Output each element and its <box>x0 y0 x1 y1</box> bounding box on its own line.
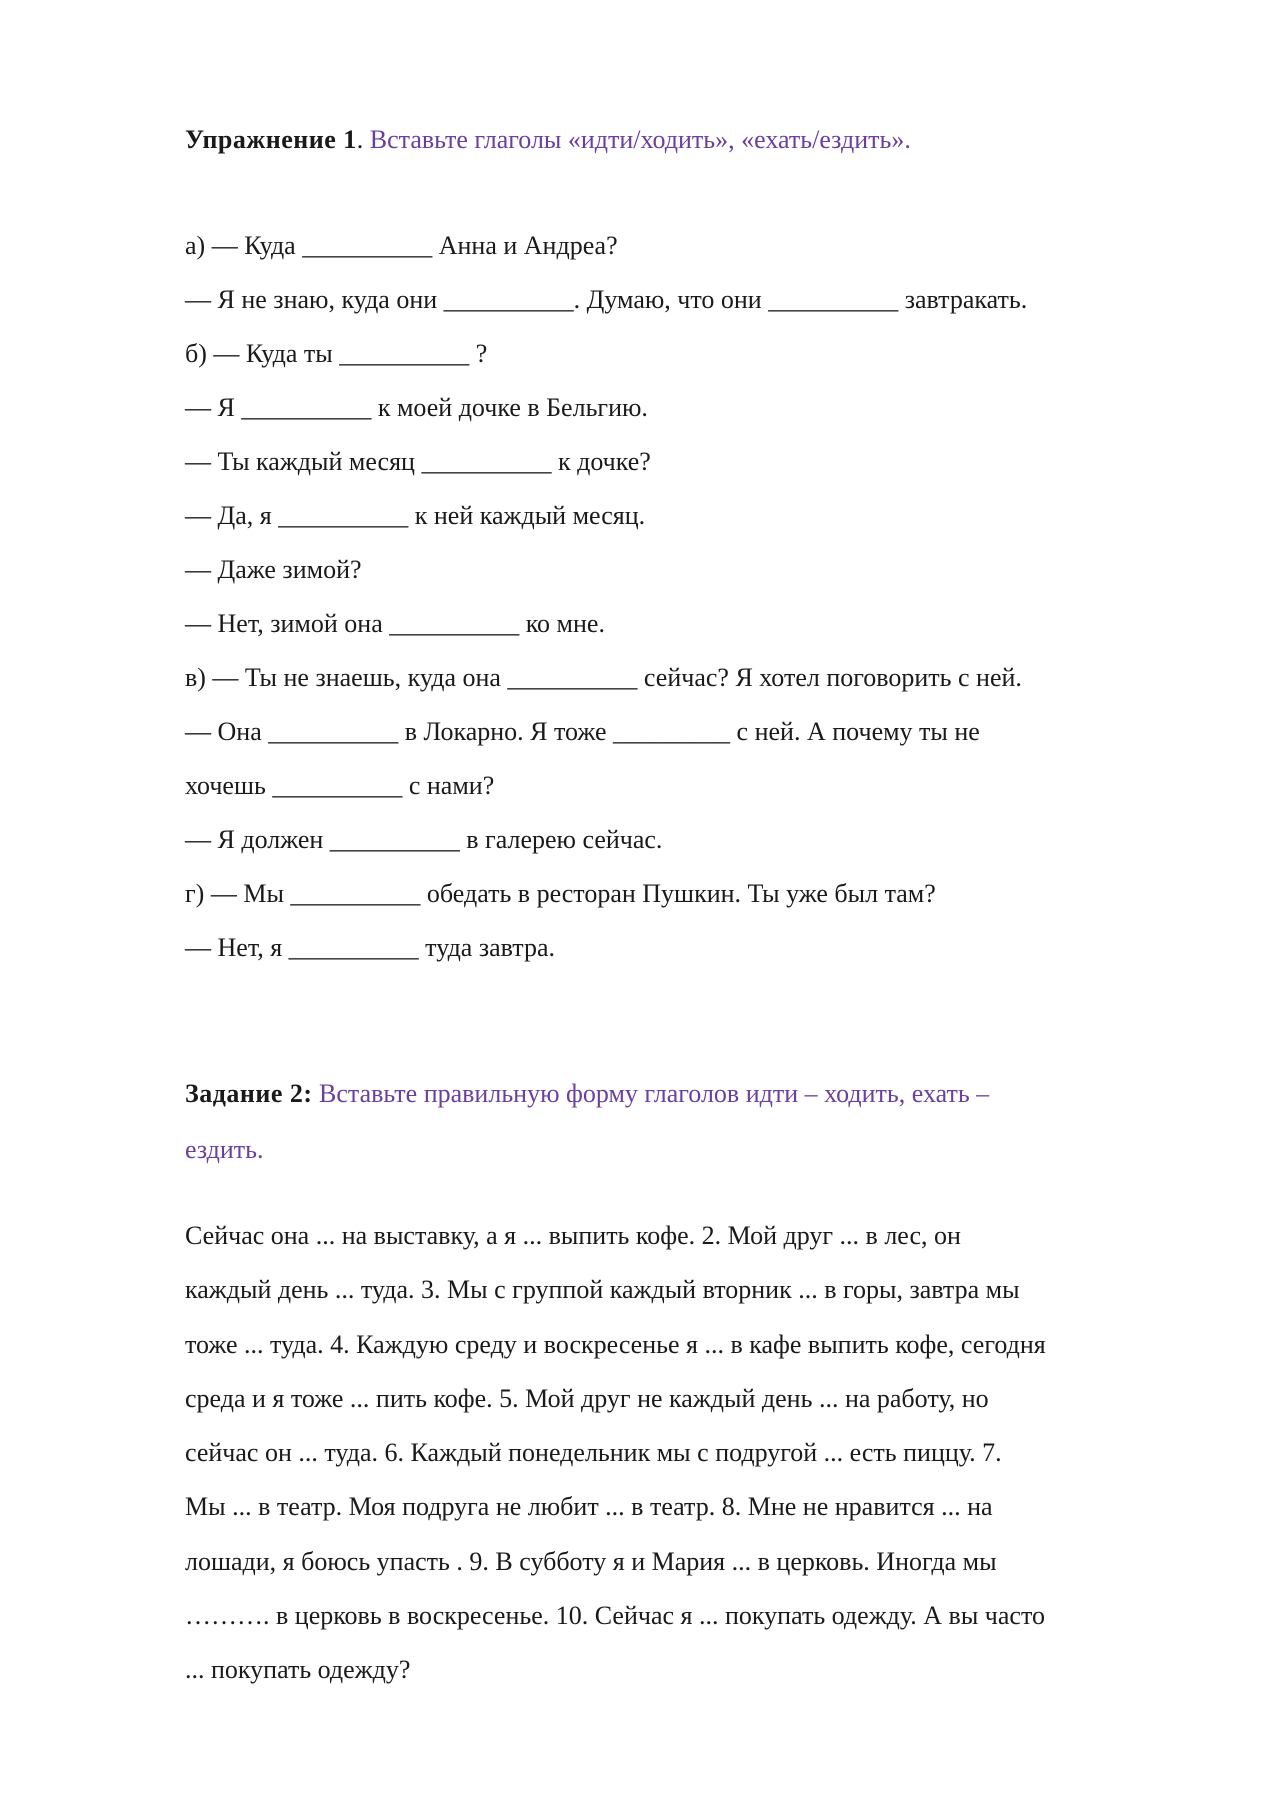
exercise1-line: — Да, я __________ к ней каждый месяц. <box>185 501 646 530</box>
exercise2-paragraph <box>185 1209 1195 1698</box>
exercise1-label-suffix: . <box>356 125 364 154</box>
exercise2-line: ………. в церковь в воскресенье. 10. Сейчас я ... покупать одежду. А вы часто <box>185 1601 1045 1631</box>
exercise2-line: лошади, я боюсь упасть . 9. В субботу я и Мария ... в церковь. Иногда мы <box>185 1546 997 1576</box>
exercise2-instruction-line1: Вставьте правильную форму глаголов идти – ходить, ехать – <box>312 1079 990 1108</box>
exercise1-line: — Ты каждый месяц __________ к дочке? <box>185 447 651 476</box>
exercise1-line: в) — Ты не знаешь, куда она __________ сейчас? Я хотел поговорить с ней. <box>185 663 1022 692</box>
exercise1-line: — Я __________ к моей дочке в Бельгию. <box>185 393 648 422</box>
exercise2-line: каждый день ... туда. 3. Мы с группой каждый вторник ... в горы, завтра мы <box>185 1275 1020 1305</box>
exercise2-heading <box>185 1067 989 1121</box>
exercise1-line: — Она __________ в Локарно. Я тоже _________ с ней. А почему ты не <box>185 717 980 746</box>
exercise2-instruction-line2: ездить. <box>185 1135 264 1164</box>
exercise1-line: — Даже зимой? <box>185 555 362 584</box>
exercise2-line: тоже ... туда. 4. Каждую среду и воскресенье я ... в кафе выпить кофе, сегодня <box>185 1329 1046 1359</box>
exercise2-line: Сейчас она ... на выставку, а я ... выпить кофе. 2. Мой друг ... в лес, он <box>185 1221 961 1250</box>
exercise1-line: хочешь __________ с нами? <box>185 771 495 800</box>
exercise2-label: Задание 2: <box>185 1079 313 1108</box>
exercise1-line: г) — Мы __________ обедать в ресторан Пушкин. Ты уже был там? <box>185 879 936 908</box>
exercise1-line: б) — Куда ты __________ ? <box>185 339 488 368</box>
exercise1-heading <box>185 113 911 167</box>
exercise1-line: а) — Куда __________ Анна и Андреа? <box>185 231 618 260</box>
exercise2-line: среда и я тоже ... пить кофе. 5. Мой друг не каждый день ... на работу, но <box>185 1383 989 1413</box>
exercise1-instruction: Вставьте глаголы «идти/ходить», «ехать/ездить». <box>363 125 911 154</box>
exercise1-line: — Я не знаю, куда они __________. Думаю, что они __________ завтракать. <box>185 285 1028 314</box>
exercise1-line: — Нет, я __________ туда завтра. <box>185 933 555 962</box>
exercise1-label: Упражнение 1 <box>185 125 357 154</box>
exercise2-line: сейчас он ... туда. 6. Каждый понедельник мы с подругой ... есть пиццу. 7. <box>185 1438 1002 1468</box>
exercise1-line: — Я должен __________ в галерею сейчас. <box>185 825 663 854</box>
exercise2-line: ... покупать одежду? <box>185 1655 411 1685</box>
exercise1-line: — Нет, зимой она __________ ко мне. <box>185 609 605 638</box>
exercise2-line: Мы ... в театр. Моя подруга не любит ... в театр. 8. Мне не нравится ... на <box>185 1492 993 1522</box>
